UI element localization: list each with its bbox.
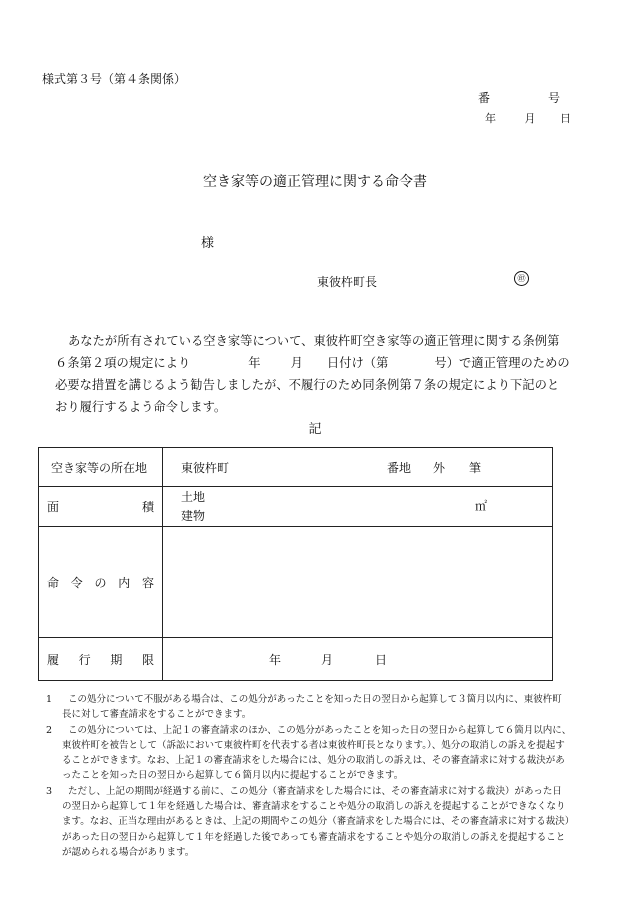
- deadline-day: 日: [375, 652, 388, 667]
- deadline-value: [163, 638, 553, 681]
- deadline-row: [39, 638, 553, 681]
- document-title: 空き家等の適正管理に関する命令書: [203, 174, 427, 190]
- form-number: 様式第３号（第４条関係）: [42, 72, 187, 86]
- number-label-left: 番: [478, 91, 491, 105]
- date-year: 年: [485, 112, 496, 125]
- number-label-right: 号: [548, 91, 561, 105]
- location-hitsu: 筆: [469, 460, 482, 475]
- location-town: 東彼杵町: [181, 460, 230, 475]
- date-day: 日: [559, 112, 571, 125]
- body-line-2-a: ６条第２項の規定により: [55, 356, 191, 370]
- content-label: 命 令 の 内 容: [47, 575, 154, 590]
- location-label: 空き家等の所在地: [51, 460, 148, 475]
- body-line-2-b: 日付け（第: [326, 356, 389, 370]
- issuer-name: 東彼杵町長: [317, 275, 378, 289]
- note-1-number: 1: [46, 694, 53, 705]
- location-banchi: 番地: [387, 460, 412, 475]
- body-text: [42, 330, 582, 418]
- body-line-2-c: 号）で適正管理のための: [434, 356, 570, 370]
- area-row: [39, 487, 553, 527]
- body-line-2-month: 月: [290, 356, 303, 370]
- note-3: 3 ただし、上記の期間が経過する前に、この処分（審査請求をした場合には、その審査請求に対する裁決）があった日 の翌日から起算して１年を経過した場合は、審査請求をすることや処分の取消しの訴えを提起することができなくなり ます。なお、正当な理由があるときは、上記の期間やこの処分（審査請求をした場合には、その審査請求に対する裁決） があった日の翌日から起算して１年を経過した後であっても審査請求をすることや処分の取消しの訴えを提起すること が認められる場合があります。: [46, 785, 575, 858]
- area-building-label: 建物: [181, 508, 206, 523]
- area-label: 面 積: [47, 500, 154, 514]
- order-table: [38, 447, 553, 681]
- content-row: [39, 527, 553, 638]
- issue-date: [485, 110, 571, 126]
- date-month: 月: [524, 112, 536, 125]
- deadline-label: 履 行 期 限: [47, 652, 154, 667]
- location-value: [163, 448, 553, 487]
- notes: [42, 692, 602, 860]
- seal-mark: ㊞: [514, 271, 529, 286]
- body-line-4: おり履行するよう命令します。: [55, 400, 227, 414]
- note-3-number: 3: [46, 785, 53, 797]
- note-1: 1 この処分について不服がある場合は、この処分があったことを知った日の翌日から起算して３箇月以内に、東彼杵町 長に対して審査請求をすることができます。: [46, 694, 562, 721]
- document-number: [478, 89, 560, 106]
- content-value[interactable]: [163, 527, 553, 638]
- body-line-2-year: 年: [248, 356, 261, 370]
- body-line-2: [42, 352, 582, 374]
- body-line-1: あなたが所有されている空き家等について、東彼杵町空き家等の適正管理に関する条例第: [68, 334, 560, 348]
- location-soto: 外: [433, 460, 446, 475]
- note-2-number: 2: [46, 724, 53, 736]
- area-unit: ㎡: [475, 499, 488, 513]
- deadline-year: 年: [269, 652, 282, 667]
- note-2: 2 この処分については、上記１の審査請求のほか、この処分があったことを知った日の翌日から起算して６箇月以内に、 東彼杵町を被告として（訴訟において東彼杵町を代表する者は東彼杵町長となります。）、処分の取消しの訴えを提起す ることができます。なお、上記１の審査請求をした場合には、処分の取消しの訴えは、その審査請求に対する裁決があ ったことを知った日の翌日から起算して６箇月以内に提起することができます。: [46, 724, 572, 782]
- area-land-label: 土地: [181, 489, 206, 504]
- ki-heading: 記: [308, 422, 322, 437]
- body-line-3: 必要な措置を講じるよう勧告しましたが、不履行のため同条例第７条の規定により下記のと: [55, 378, 560, 392]
- deadline-month: 月: [321, 652, 334, 667]
- area-value: [163, 487, 553, 527]
- addressee-suffix: 様: [201, 236, 215, 251]
- location-row: [39, 448, 553, 487]
